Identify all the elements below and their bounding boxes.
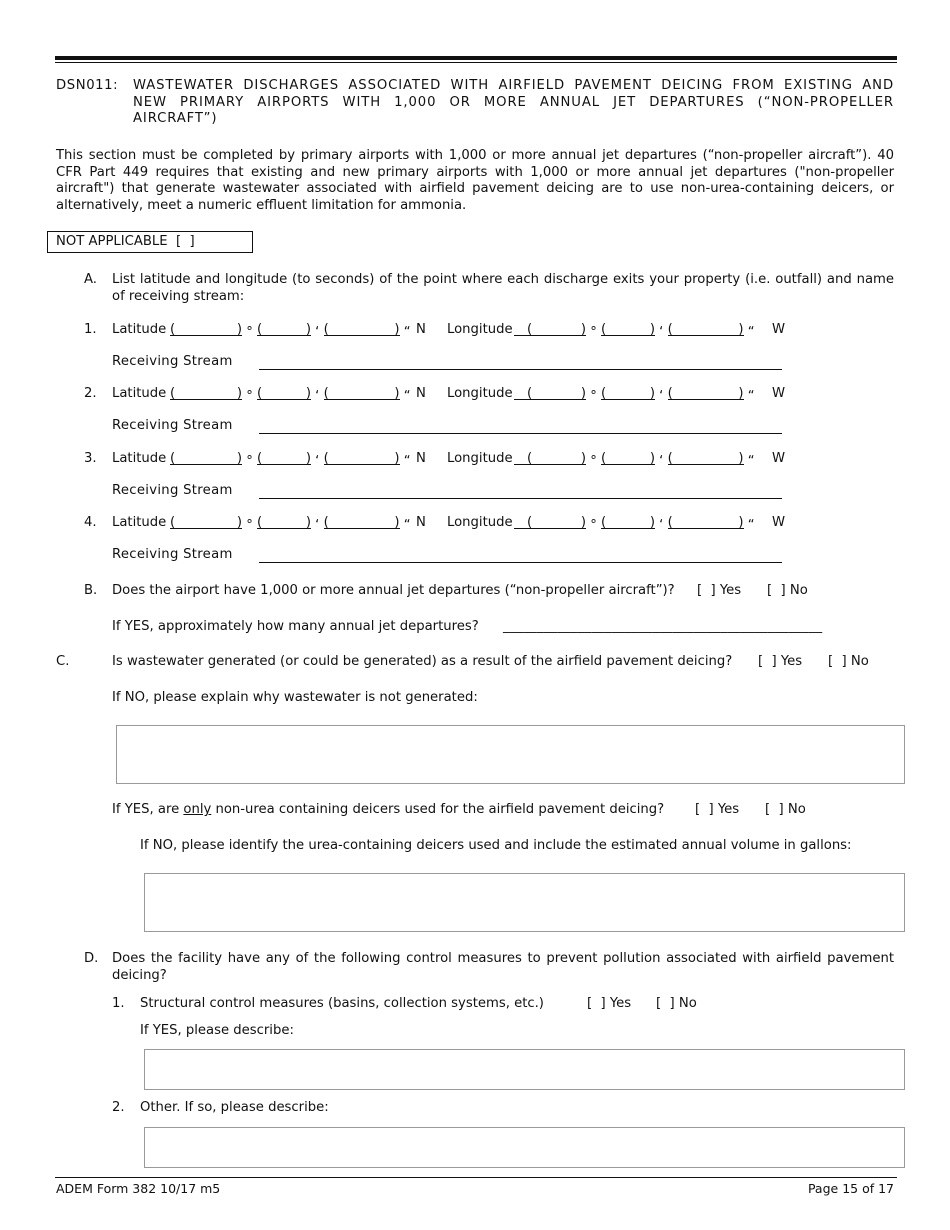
- item-c-if-yes-pre: If YES, are: [112, 802, 184, 817]
- footer-form-id: ADEM Form 382 10/17 m5: [56, 1181, 221, 1196]
- item-a-text: List latitude and longitude (to seconds) of the point where each discharge exits your property (i.e. outfall) and name of receiving stream:: [112, 272, 894, 304]
- item-b-followup: If YES, approximately how many annual jet departures?: [112, 619, 479, 634]
- item-b-question: Does the airport have 1,000 or more annual jet departures (“non-propeller aircraft”)?: [112, 583, 675, 598]
- coord-row-number-1: 1.: [84, 322, 97, 337]
- longitude-w-4: W: [772, 515, 786, 530]
- latitude-fields-4[interactable]: ( ) ° ( ) ‘ ( ) “: [170, 515, 411, 533]
- footer-page-number: Page 15 of 17: [807, 1181, 894, 1196]
- item-d-sub1-yes-checkbox[interactable]: [ ] Yes: [587, 996, 632, 1011]
- not-applicable-label: NOT APPLICABLE [ ]: [56, 234, 195, 249]
- latitude-label-1: Latitude: [112, 322, 167, 337]
- longitude-fields-3[interactable]: ( ) ° ( ) ‘ ( ) “: [514, 451, 755, 469]
- item-c-deicers-textbox[interactable]: [144, 873, 905, 932]
- latitude-minutes-4[interactable]: ( ): [256, 515, 311, 530]
- item-d-sub2-text: Other. If so, please describe:: [140, 1100, 329, 1115]
- latitude-fields-3[interactable]: ( ) ° ( ) ‘ ( ) “: [170, 451, 411, 469]
- longitude-label-3: Longitude: [447, 451, 513, 466]
- receiving-stream-label-2: Receiving Stream: [112, 418, 233, 433]
- longitude-fields-4[interactable]: ( ) ° ( ) ‘ ( ) “: [514, 515, 755, 533]
- receiving-stream-label-3: Receiving Stream: [112, 483, 233, 498]
- item-b-departures-field[interactable]: _______________________________________________: [503, 619, 823, 634]
- item-d-sub2-num: 2.: [112, 1100, 125, 1115]
- not-applicable-checkbox[interactable]: [47, 231, 253, 253]
- receiving-stream-label-1: Receiving Stream: [112, 354, 233, 369]
- longitude-fields-1[interactable]: ( ) ° ( ) ‘ ( ) “: [514, 322, 755, 340]
- latitude-minutes-2[interactable]: ( ): [256, 386, 311, 401]
- top-rule-thin: [55, 62, 897, 63]
- item-d-sub2-textbox[interactable]: [144, 1127, 905, 1168]
- item-c-if-yes: [112, 802, 664, 817]
- item-c-yes-checkbox[interactable]: [ ] Yes: [758, 654, 803, 669]
- longitude-label-2: Longitude: [447, 386, 513, 401]
- latitude-n-3: N: [416, 451, 426, 466]
- latitude-degrees-3[interactable]: ( ): [170, 451, 242, 466]
- coord-row-number-4: 4.: [84, 515, 97, 530]
- item-c-if-no2: If NO, please identify the urea-containing deicers used and include the estimated annual volume in gallons:: [140, 838, 852, 853]
- latitude-degrees-2[interactable]: ( ): [170, 386, 242, 401]
- item-c-yes2-checkbox[interactable]: [ ] Yes: [695, 802, 740, 817]
- receiving-stream-field-1[interactable]: [259, 369, 782, 370]
- item-a-letter: A.: [84, 272, 97, 287]
- longitude-w-1: W: [772, 322, 786, 337]
- latitude-label-2: Latitude: [112, 386, 167, 401]
- item-d-sub1-text: Structural control measures (basins, collection systems, etc.): [140, 996, 544, 1011]
- top-rule-thick: [55, 56, 897, 60]
- item-c-no-checkbox[interactable]: [ ] No: [828, 654, 869, 669]
- item-d-sub1-textbox[interactable]: [144, 1049, 905, 1090]
- latitude-degrees-1[interactable]: ( ): [170, 322, 242, 337]
- longitude-degrees-2[interactable]: ( ): [514, 386, 586, 400]
- latitude-seconds-4[interactable]: ( ): [323, 515, 400, 530]
- latitude-seconds-2[interactable]: ( ): [323, 386, 400, 401]
- latitude-degrees-4[interactable]: ( ): [170, 515, 242, 530]
- longitude-minutes-1[interactable]: ( ): [600, 322, 655, 337]
- longitude-degrees-3[interactable]: ( ): [514, 451, 586, 465]
- longitude-degrees-1[interactable]: ( ): [514, 322, 586, 336]
- item-b-yes-checkbox[interactable]: [ ] Yes: [697, 583, 742, 598]
- receiving-stream-field-2[interactable]: [259, 433, 782, 434]
- latitude-label-4: Latitude: [112, 515, 167, 530]
- item-c-explain-textbox[interactable]: [116, 725, 905, 784]
- section-title: WASTEWATER DISCHARGES ASSOCIATED WITH AIRFIELD PAVEMENT DEICING FROM EXISTING AND NEW PRIMARY AIRPORTS WITH 1,000 OR MORE ANNUAL JET DEPARTURES (“NON-PROPELLER AIRCRAFT”): [133, 78, 894, 126]
- item-c-letter: C.: [56, 654, 70, 669]
- section-code: DSN011:: [56, 78, 119, 93]
- longitude-seconds-2[interactable]: ( ): [667, 386, 744, 401]
- longitude-label-4: Longitude: [447, 515, 513, 530]
- longitude-minutes-4[interactable]: ( ): [600, 515, 655, 530]
- item-d-sub1-followup: If YES, please describe:: [140, 1023, 294, 1038]
- latitude-label-3: Latitude: [112, 451, 167, 466]
- latitude-minutes-1[interactable]: ( ): [256, 322, 311, 337]
- longitude-fields-2[interactable]: ( ) ° ( ) ‘ ( ) “: [514, 386, 755, 404]
- coord-row-number-3: 3.: [84, 451, 97, 466]
- item-d-question: Does the facility have any of the following control measures to prevent pollution associated with airfield pavement deicing?: [112, 951, 894, 983]
- item-b-no-checkbox[interactable]: [ ] No: [767, 583, 808, 598]
- item-c-if-yes-post: non-urea containing deicers used for the airfield pavement deicing?: [211, 802, 665, 817]
- receiving-stream-label-4: Receiving Stream: [112, 547, 233, 562]
- latitude-n-2: N: [416, 386, 426, 401]
- latitude-seconds-1[interactable]: ( ): [323, 322, 400, 337]
- latitude-minutes-3[interactable]: ( ): [256, 451, 311, 466]
- latitude-fields-1[interactable]: ( ) ° ( ) ‘ ( ) “: [170, 322, 411, 340]
- receiving-stream-field-3[interactable]: [259, 498, 782, 499]
- coord-row-number-2: 2.: [84, 386, 97, 401]
- footer-rule: [55, 1177, 897, 1178]
- item-d-sub1-no-checkbox[interactable]: [ ] No: [656, 996, 697, 1011]
- latitude-fields-2[interactable]: ( ) ° ( ) ‘ ( ) “: [170, 386, 411, 404]
- item-c-only: only: [183, 802, 212, 817]
- latitude-n-1: N: [416, 322, 426, 337]
- longitude-seconds-4[interactable]: ( ): [667, 515, 744, 530]
- section-intro: This section must be completed by primary airports with 1,000 or more annual jet departures (“non-propeller aircraft”). 40 CFR Part 449 requires that existing and new primary airports with 1,000 or more annual jet departures ("non-propeller aircraft") that generate wastewater associated with airfield pavement deicing are to use non-urea-containing deicers, or alternatively, meet a numeric effluent limitation for ammonia.: [56, 148, 894, 213]
- item-b-letter: B.: [84, 583, 98, 598]
- longitude-minutes-3[interactable]: ( ): [600, 451, 655, 466]
- longitude-w-3: W: [772, 451, 786, 466]
- latitude-n-4: N: [416, 515, 426, 530]
- receiving-stream-field-4[interactable]: [259, 562, 782, 563]
- item-c-if-no: If NO, please explain why wastewater is not generated:: [112, 690, 478, 705]
- longitude-w-2: W: [772, 386, 786, 401]
- longitude-seconds-3[interactable]: ( ): [667, 451, 744, 466]
- longitude-degrees-4[interactable]: ( ): [514, 515, 586, 529]
- item-c-no2-checkbox[interactable]: [ ] No: [765, 802, 806, 817]
- latitude-seconds-3[interactable]: ( ): [323, 451, 400, 466]
- item-d-letter: D.: [84, 951, 99, 966]
- item-d-sub1-num: 1.: [112, 996, 125, 1011]
- item-c-question: Is wastewater generated (or could be generated) as a result of the airfield pavement deicing?: [112, 654, 733, 669]
- longitude-minutes-2[interactable]: ( ): [600, 386, 655, 401]
- longitude-seconds-1[interactable]: ( ): [667, 322, 744, 337]
- longitude-label-1: Longitude: [447, 322, 513, 337]
